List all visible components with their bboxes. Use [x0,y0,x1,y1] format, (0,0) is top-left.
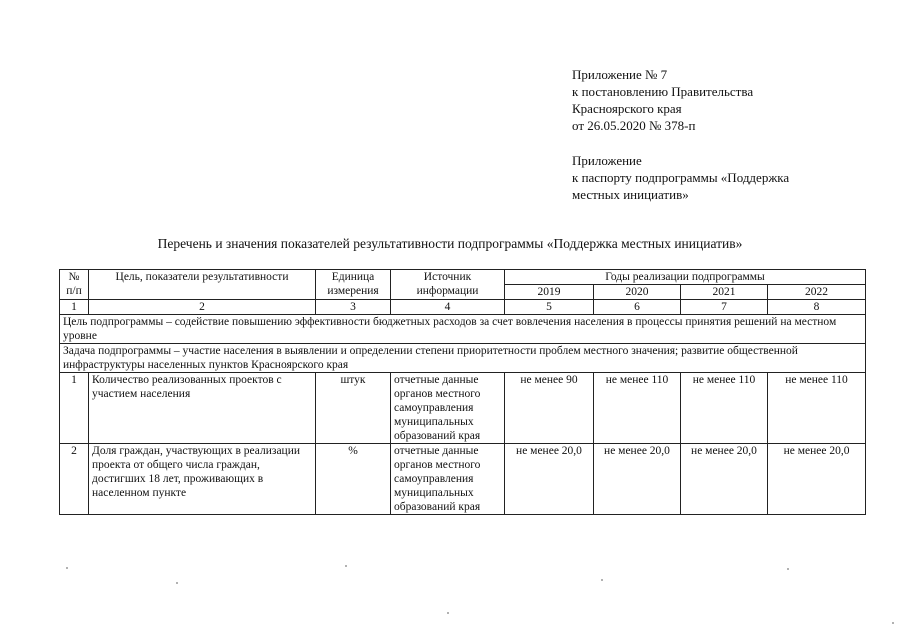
indicator-value: не менее 20,0 [505,444,594,515]
scan-speck [601,579,603,581]
appendix-subheader [572,152,789,203]
header-goal: Цель, показатели результативности [89,270,316,300]
indicator-unit: % [316,444,391,515]
header-year: 2020 [594,285,681,300]
indicator-source: отчетные данные органов местного самоуправления муниципальных образований края [391,444,505,515]
task-text: Задача подпрограммы – участие населения в выявлении и определении степени приоритетности проблем местного значения; развитие общественной инфраструктуры населенных пунктов Красноярского края [60,344,866,373]
task-row [60,344,866,373]
table-row [60,373,866,444]
indicator-name: Доля граждан, участвующих в реализации проекта от общего числа граждан, достигших 18 лет, проживающих в населенном пункте [89,444,316,515]
row-number: 1 [60,373,89,444]
header-line: от 26.05.2020 № 378-п [572,118,696,133]
header-year: 2021 [681,285,768,300]
scan-speck [176,582,178,584]
subheader-line: Приложение [572,153,642,168]
header-num: № п/п [60,270,89,300]
header-line: Красноярского края [572,101,682,116]
appendix-header [572,66,753,134]
indicator-source: отчетные данные органов местного самоуправления муниципальных образований края [391,373,505,444]
header-source: Источник информации [391,270,505,300]
header-line: к постановлению Правительства [572,84,754,99]
column-number: 2 [89,300,316,315]
indicator-value: не менее 110 [681,373,768,444]
indicator-value: не менее 110 [594,373,681,444]
table-row [60,444,866,515]
subheader-line: к паспорту подпрограммы «Поддержка [572,170,790,185]
header-line: Приложение № 7 [572,67,668,82]
subheader-line: местных инициатив» [572,187,689,202]
indicator-value: не менее 110 [768,373,866,444]
header-year: 2019 [505,285,594,300]
scan-speck [66,567,68,569]
indicator-value: не менее 20,0 [681,444,768,515]
indicator-value: не менее 90 [505,373,594,444]
column-number: 8 [768,300,866,315]
indicator-name: Количество реализованных проектов с участием населения [89,373,316,444]
header-year: 2022 [768,285,866,300]
scan-speck [892,622,894,624]
indicator-unit: штук [316,373,391,444]
table-header-row [60,270,866,285]
header-unit: Единица измерения [316,270,391,300]
table-numbering-row [60,300,866,315]
scan-speck [345,565,347,567]
indicators-table [59,269,866,515]
indicator-value: не менее 20,0 [768,444,866,515]
column-number: 1 [60,300,89,315]
goal-text: Цель подпрограммы – содействие повышению эффективности бюджетных расходов за счет вовлечения населения в процессы принятия решений на местном уровне [60,315,866,344]
column-number: 3 [316,300,391,315]
column-number: 7 [681,300,768,315]
scan-speck [447,612,449,614]
document-title: Перечень и значения показателей результативности подпрограммы «Поддержка местных инициатив» [157,236,743,251]
goal-row [60,315,866,344]
column-number: 4 [391,300,505,315]
indicator-value: не менее 20,0 [594,444,681,515]
header-years: Годы реализации подпрограммы [505,270,866,285]
column-number: 6 [594,300,681,315]
scan-speck [787,568,789,570]
row-number: 2 [60,444,89,515]
column-number: 5 [505,300,594,315]
